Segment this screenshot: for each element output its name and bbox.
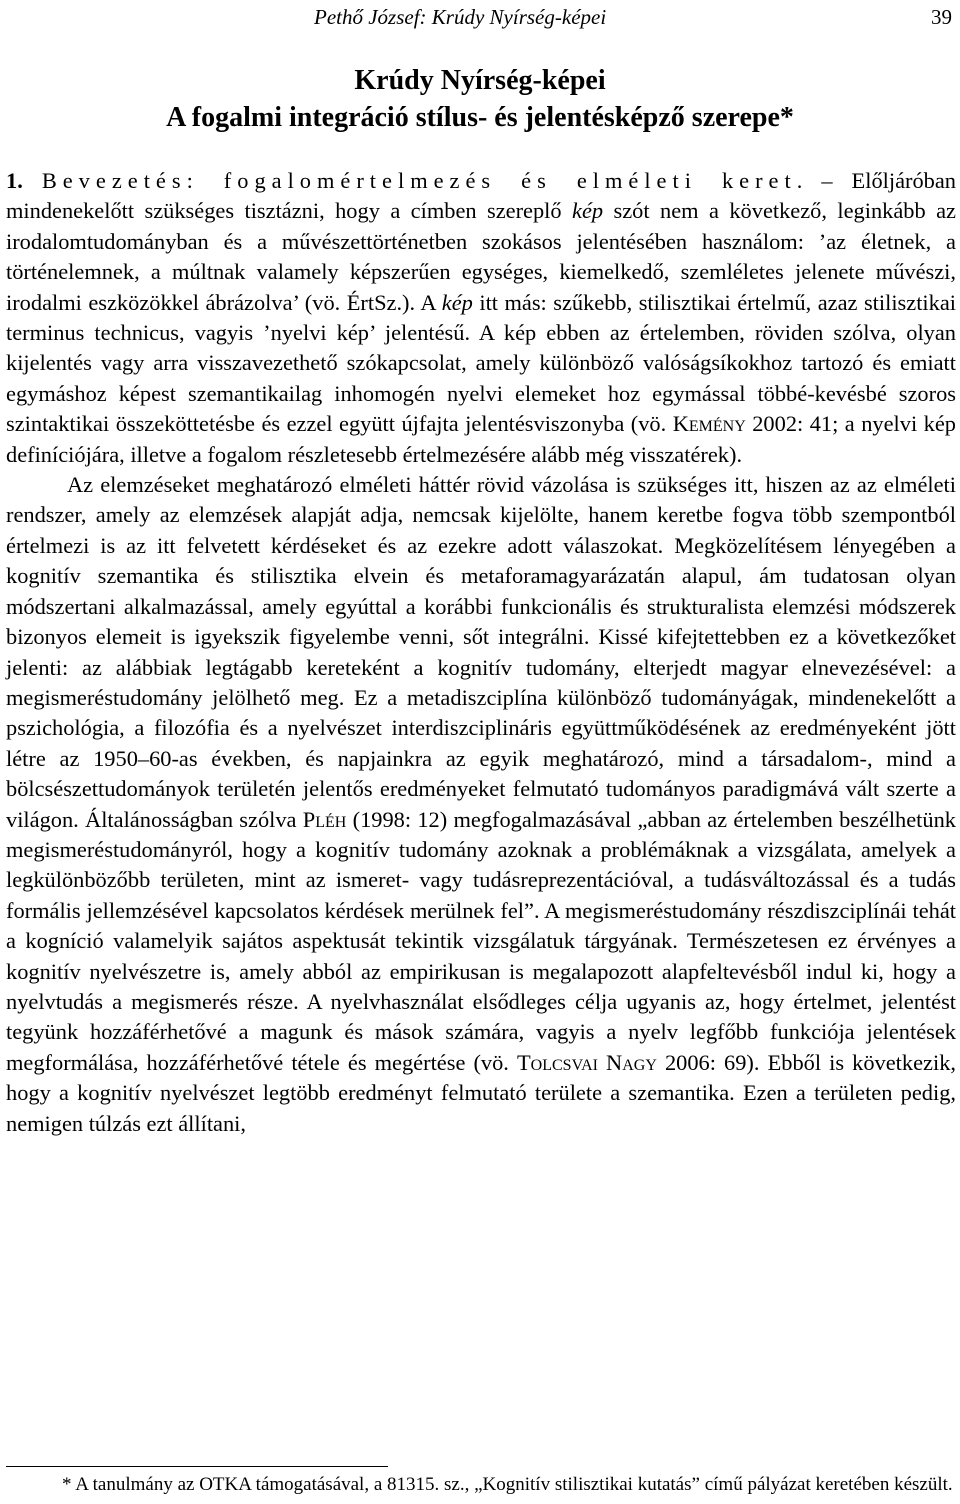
section-heading: Bevezetés: fogalomértelmezés és elméleti keret [41,168,797,193]
heading-dash: – [802,168,852,193]
title-line-2: A fogalmi integráció stílus- és jelentésképző szerepe* [166,102,794,133]
section-heading-end: . [796,168,803,193]
p2-text-b: (1998: 12) megfogalmazásával „abban az értelemben beszélhetünk megismeréstudományról, hogy a kognitív tudomány azoknak a problémáknak a vizsgálata, amelyek a legkülönbözőbb területen, mint az ismeret- vagy tudásreprezentációval, a tudásváltozással és a tudás formális jellemzésével kapcsolatos kérdések merülnek fel”. A megismeréstudomány részdiszciplínái tehát a kogníció valamelyik sajátos aspektusát tekintik vizsgálatuk tárgyának. Természetesen ez érvényes a kognitív nyelvészetre is, amely abból az empirikusan is megalapozott alapfeltevésből indul ki, hogy a nyelvtudás a megismerés része. A nyelvhasználat elsődleges célja ugyanis az, hogy értelmet, jelentést tegyünk hozzáférhetővé a magunk és mások számára, vagyis a nyelv legfőbb funkciója jelentések megformálása, hozzáférhetővé tétele és megértése (vö. [6,806,956,1075]
footnote-text: * A tanulmány az OTKA támogatásával, a 81315. sz., „Kognitív stilisztikai kutatás” című pályázat keretében készült. [62,1474,953,1495]
p1-italic-kep-2: kép [441,289,473,315]
article-title [0,62,960,136]
paragraph-1 [6,166,956,470]
p1-text-c: itt más: szűkebb, stilisztikai értelmű, azaz stilisztikai terminus technicus, vagyis ’nyelvi kép’ jelentésű. A kép ebben az értelemben, röviden szólva, olyan kijelentés vagy arra visszavezethető szókapcsolat, amely különböző valóságsíkokhoz tartozó és emiatt egymáshoz képest szemantikailag inhomogén nyelvi elemeket hoz egymással többé-kevésbé szoros szintaktikai összeköttetésbe és ezzel együtt újfajta jelentésviszonyba (vö. [6,289,956,437]
p1-italic-kep-1: kép [572,198,604,224]
footnote-rule [6,1466,388,1467]
footnote [6,1473,956,1496]
paragraph-2 [6,470,956,1139]
running-head-title: Pethő József: Krúdy Nyírség-képei [314,5,607,29]
section-number: 1. [6,168,23,193]
p2-text-a: Az elemzéseket meghatározó elméleti háttér rövid vázolása is szükséges itt, hiszen az az elméleti rendszer, amely az elemzések alapját adja, nemcsak kijelölte, hanem keretbe fogva több szempontból értelmezi is az itt felvetett kérdéseket és az ezekre adott válaszokat. Megközelítésem lényegében a kognitív szemantika és stilisztika elvein és metaforamagyarázatán alapul, ám tudatosan olyan módszertani alkalmazással, amely egyúttal a korábbi funkcionális és strukturalista elemzési módszerek bizonyos elemeit is igyekszik figyelembe venni, sőt integrálni. Kissé kifejtettebben ez a következőket jelenti: az alábbiak legtágabb kereteként a kognitív tudomány, elterjedt magyar elnevezésével: a megismeréstudomány jelölhető meg. Ez a metadiszciplína különböző tudományágak, mindenekelőtt a pszichológia, a filozófia és a nyelvészet interdiszciplináris együttműködésének az eredményeként jött létre az 1950–60-as években, és napjainkra az egyik meghatározó, mind a társadalom-, mind a bölcsészettudományok területén jelentős eredményeket felmutató tudományos paradigmává vált szerte a világon. Általánosságban szólva [6,472,956,832]
p1-text-b: szót nem a következő, leginkább az irodalomtudományban és a művészettörténetben szokásos jelentésében használom: ’az életnek, a történelemnek, a múltnak valamely képszerűen egységes, kiemelkedő, szemléletes jelenete művészi, irodalmi eszközökkel ábrázolva’ (vö. ÉrtSz.). A [6,198,956,315]
p2-text-c: 2006: 69). Ebből is következik, hogy a kognitív nyelvészet legtöbb eredményt felmutató területe a szemantika. Ezen a területen pedig, nemigen túlzás ezt állítani, [6,1049,956,1136]
p1-text-d: 2002: 41; a nyelvi kép definíciójára, illetve a fogalom részletesebb értelmezésére alább még visszatérek). [6,411,956,467]
body-text [6,166,956,1139]
author-tolcsvai-nagy: Tolcsvai Nagy [517,1049,657,1075]
page-number: 39 [931,5,952,29]
author-kemeny: Kemény [672,411,746,437]
author-pleh: Pléh [302,806,347,832]
p1-text-a: Előljáróban mindenekelőtt szükséges tisztázni, hogy a címben szereplő [6,168,957,224]
running-head [0,2,960,32]
title-line-1: Krúdy Nyírség-képei [354,65,606,96]
